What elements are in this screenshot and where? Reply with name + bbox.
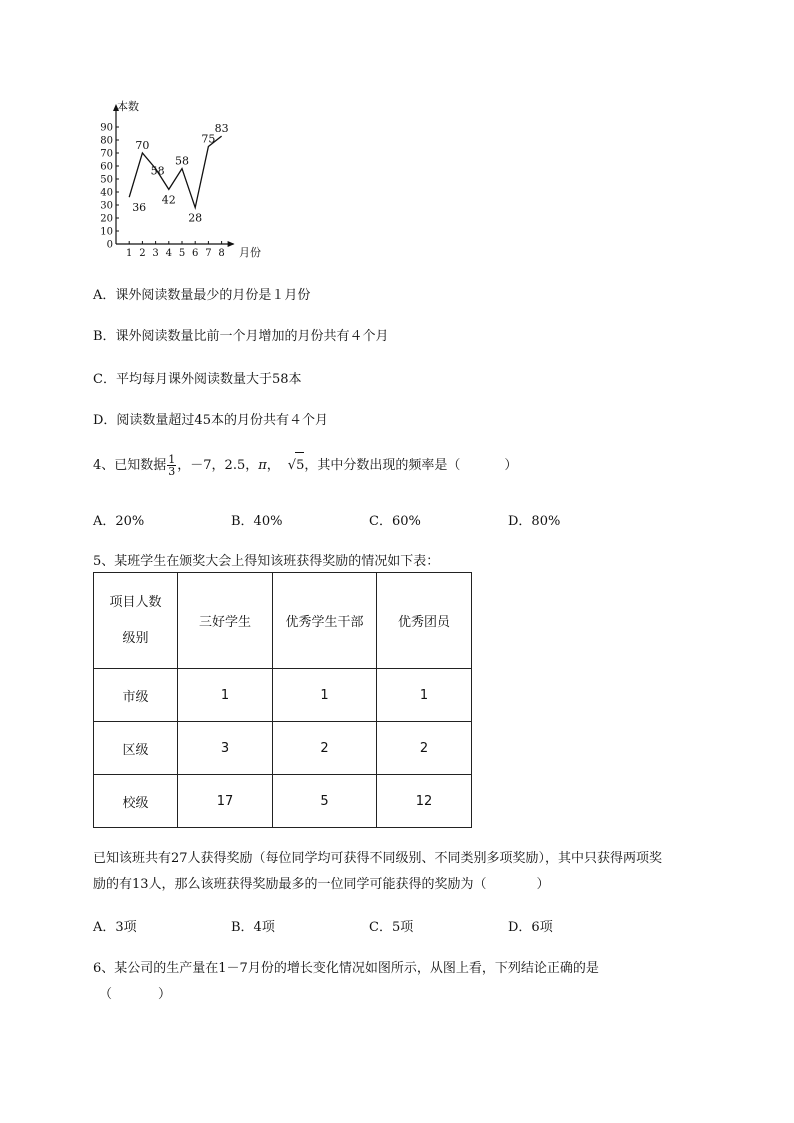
table-cell: 2 [377,722,472,775]
y-tick-label: 20 [100,213,113,225]
q4-sqrt: √5 [288,458,305,473]
q5-condition-line2-text: 励的有13人，那么该班获得奖励最多的一位同学可能获得的奖励为（ [93,877,487,892]
chart-y-axis-label: 本数 [117,100,139,113]
corner-top-label: 项目人数 [109,594,162,610]
q5-option-a[interactable]: A．3项 [93,920,137,935]
q5-condition-line2 [93,873,550,892]
column-header: 优秀学生干部 [273,573,377,669]
chart-x-axis-label: 月份 [239,246,261,259]
y-tick-label: 40 [100,187,113,199]
table-corner-cell [94,573,178,669]
table-header-row [94,573,472,669]
data-label: 75 [201,132,216,146]
table-cell: 3 [178,722,273,775]
x-tick-label: 7 [205,248,212,259]
table-cell: 5 [273,775,377,828]
table-row [94,775,472,828]
q4-option-a[interactable]: A．20% [93,514,145,529]
table-cell: 1 [178,669,273,722]
table-cell: 2 [273,722,377,775]
y-tick-label: 80 [100,135,113,147]
q6-stem-line1: 6、某公司的生产量在1－7月份的增长变化情况如图所示，从图上看，下列结论正确的是 [93,961,599,976]
table-row [94,722,472,775]
y-tick-label: 60 [100,161,113,173]
q4-pi: π [258,458,267,473]
q4-option-b[interactable]: B．40% [231,514,283,529]
q5-option-c[interactable]: C．5项 [369,920,414,935]
row-label: 校级 [94,775,178,828]
q4-sqrt-radicand: 5 [295,452,304,479]
x-tick-label: 6 [192,248,199,259]
q6-close-paren: ） [158,987,172,1002]
y-tick-label: 70 [100,148,113,160]
x-tick-label: 4 [165,248,172,259]
x-axis-arrow [228,241,235,247]
q5-close-paren: ） [536,877,550,892]
y-tick-label: 90 [100,122,113,134]
table-row [94,669,472,722]
x-tick-label: 3 [152,248,159,259]
y-tick-label: 10 [100,226,113,238]
column-header: 优秀团员 [377,573,472,669]
data-label: 28 [188,211,203,225]
chart-series [129,122,228,225]
y-tick-label: 50 [100,174,113,186]
table-cell: 17 [178,775,273,828]
q6-stem-line2 [99,983,171,1002]
data-label: 42 [161,193,176,207]
q4-close-paren: ） [504,458,518,473]
x-tick-label: 1 [126,248,133,259]
q3-option-d[interactable]: D．阅读数量超过45本的月份共有４个月 [93,413,328,428]
x-tick-label: 2 [139,248,146,259]
q4-option-d[interactable]: D．80% [508,514,561,529]
q5-condition-line1: 已知该班共有27人获得奖励（每位同学均可获得不同级别、不同类别多项奖励），其中只获得两项奖 [93,851,663,866]
table-cell: 12 [377,775,472,828]
y-tick-label: 0 [106,239,113,251]
y-tick-label: 30 [100,200,113,212]
q5-option-b[interactable]: B．4项 [231,920,275,935]
q4-lead: 4、已知数据 [93,458,167,473]
data-label: 58 [150,164,165,178]
q5-option-d[interactable]: D．6项 [508,920,553,935]
data-label: 58 [175,154,189,168]
q6-open-paren: （ [99,987,113,1002]
data-label: 83 [214,122,229,136]
q4-tail: ，其中分数出现的频率是（ [304,458,461,473]
q3-option-a[interactable]: A．课外阅读数量最少的月份是１月份 [93,288,311,303]
data-label: 70 [135,139,150,152]
row-label: 市级 [94,669,178,722]
q4-fraction [167,454,176,477]
data-label: 36 [132,201,147,215]
q4-fraction-denominator: 3 [168,465,176,478]
q4-comma: ， [266,458,280,473]
table-cell: 1 [273,669,377,722]
corner-bottom-label: 级别 [122,630,149,646]
q3-option-c[interactable]: C．平均每月课外阅读数量大于58本 [93,372,302,387]
x-tick-label: 8 [218,248,225,259]
column-header: 三好学生 [178,573,273,669]
x-tick-label: 5 [178,248,186,259]
q4-stem [93,452,517,479]
reading-count-line-chart [95,98,265,262]
q4-option-c[interactable]: C．60% [369,514,421,529]
q5-stem: 5、某班学生在颁奖大会上得知该班获得奖励的情况如下表： [93,554,440,569]
q3-option-b[interactable]: B．课外阅读数量比前一个月增加的月份共有４个月 [93,329,389,344]
row-label: 区级 [94,722,178,775]
table-cell: 1 [377,669,472,722]
q4-middle: ，－7，2.5， [177,458,259,473]
q4-fraction-numerator: 1 [168,453,176,466]
award-table [93,572,472,828]
